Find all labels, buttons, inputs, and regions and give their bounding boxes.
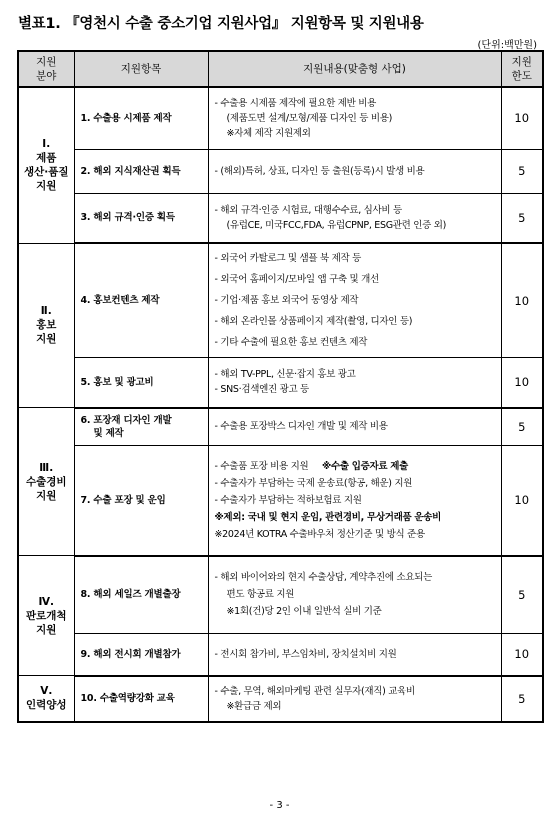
table-row xyxy=(18,676,543,722)
category-cell: Ⅳ. 판로개척 지원 xyxy=(18,556,74,676)
desc-cell: - 전시회 참가비, 부스임차비, 장치설치비 지원 xyxy=(208,634,501,676)
limit-cell: 10 xyxy=(501,358,543,408)
item-cell: 3. 해외 규격·인증 획득 xyxy=(74,193,208,243)
item-cell: 4. 홍보컨텐츠 제작 xyxy=(74,243,208,358)
proof-note: ※수출 입증자료 제출 xyxy=(322,460,408,472)
unit-label: (단위:백만원) xyxy=(477,40,537,51)
document-title: 별표1. 『영천시 수출 중소기업 지원사업』 지원항목 및 지원내용 xyxy=(18,16,424,32)
table-row xyxy=(18,446,543,556)
item-cell: 5. 홍보 및 광고비 xyxy=(74,358,208,408)
limit-cell: 5 xyxy=(501,408,543,446)
item-cell: 7. 수출 포장 및 운임 xyxy=(74,446,208,556)
limit-cell: 5 xyxy=(501,556,543,634)
item-cell: 10. 수출역량강화 교육 xyxy=(74,676,208,722)
page-number: - 3 - xyxy=(269,800,290,811)
desc-cell: - 해외 바이어와의 현지 수출상담, 계약추진에 소요되는 편도 항공료 지원 ※1회(건)당 2인 이내 일반석 실비 기준 xyxy=(208,556,501,634)
item-cell: 9. 해외 전시회 개별참가 xyxy=(74,634,208,676)
item-cell: 2. 해외 지식재산권 획득 xyxy=(74,149,208,193)
limit-cell: 10 xyxy=(501,243,543,358)
table-row xyxy=(18,243,543,358)
table-row xyxy=(18,408,543,446)
item-cell: 1. 수출용 시제품 제작 xyxy=(74,87,208,149)
limit-cell: 10 xyxy=(501,634,543,676)
limit-cell: 10 xyxy=(501,87,543,149)
desc-cell: - 해외 규격·인증 시험료, 대행수수료, 심사비 등 (유럽CE, 미국FCC,FDA, 유럽CPNP, ESG관련 인증 외) xyxy=(208,193,501,243)
table-row xyxy=(18,193,543,243)
category-cell: Ⅲ. 수출경비 지원 xyxy=(18,408,74,556)
desc-cell: - 수출용 포장박스 디자인 개발 및 제작 비용 xyxy=(208,408,501,446)
support-table xyxy=(17,50,544,723)
desc-cell: - 외국어 카탈로그 및 샘플 북 제작 등 - 외국어 홈페이지/모바일 앱 구축 및 개선 - 기업·제품 홍보 외국어 동영상 제작 - 해외 온라인몰 상품페이지 제작(촬영, 디자인 등) - 기타 수출에 필요한 홍보 컨텐츠 제작 xyxy=(208,243,501,358)
table-header-row xyxy=(18,51,543,87)
limit-cell: 5 xyxy=(501,193,543,243)
table-row xyxy=(18,149,543,193)
header-item: 지원항목 xyxy=(74,51,208,87)
desc-cell: - 해외 TV-PPL, 신문·잡지 홍보 광고 - SNS·검색엔진 광고 등 xyxy=(208,358,501,408)
table-row xyxy=(18,87,543,149)
header-category: 지원 분야 xyxy=(18,51,74,87)
item-cell: 6. 포장재 디자인 개발 및 제작 xyxy=(74,408,208,446)
desc-cell: - 수출용 시제품 제작에 필요한 제반 비용 (제품도면 설계/모형/제품 디자인 등 비용) ※자체 제작 지원제외 xyxy=(208,87,501,149)
table-row xyxy=(18,556,543,634)
limit-cell: 5 xyxy=(501,676,543,722)
limit-cell: 10 xyxy=(501,446,543,556)
category-cell: Ⅰ. 제품 생산·품질 지원 xyxy=(18,87,74,243)
category-cell: Ⅴ. 인력양성 xyxy=(18,676,74,722)
table-row xyxy=(18,634,543,676)
header-limit: 지원 한도 xyxy=(501,51,543,87)
table-row xyxy=(18,358,543,408)
limit-cell: 5 xyxy=(501,149,543,193)
header-content: 지원내용(맞춤형 사업) xyxy=(208,51,501,87)
desc-cell: - 수출품 포장 비용 지원 ※수출 입증자료 제출 - 수출자가 부담하는 국제 운송료(항공, 해운) 지원 - 수출자가 부담하는 적하보험료 지원 ※제외: 국내 및 현지 운임, 관련경비, 무상거래품 운송비 ※2024년 KOTRA 수출바우처 정산기준 및 방식 준용 xyxy=(208,446,501,556)
desc-cell: - (해외)특허, 상표, 디자인 등 출원(등록)시 발생 비용 xyxy=(208,149,501,193)
desc-cell: - 수출, 무역, 해외마케팅 관련 실무자(재직) 교육비 ※환급금 제외 xyxy=(208,676,501,722)
item-cell: 8. 해외 세일즈 개별출장 xyxy=(74,556,208,634)
category-cell: Ⅱ. 홍보 지원 xyxy=(18,243,74,408)
